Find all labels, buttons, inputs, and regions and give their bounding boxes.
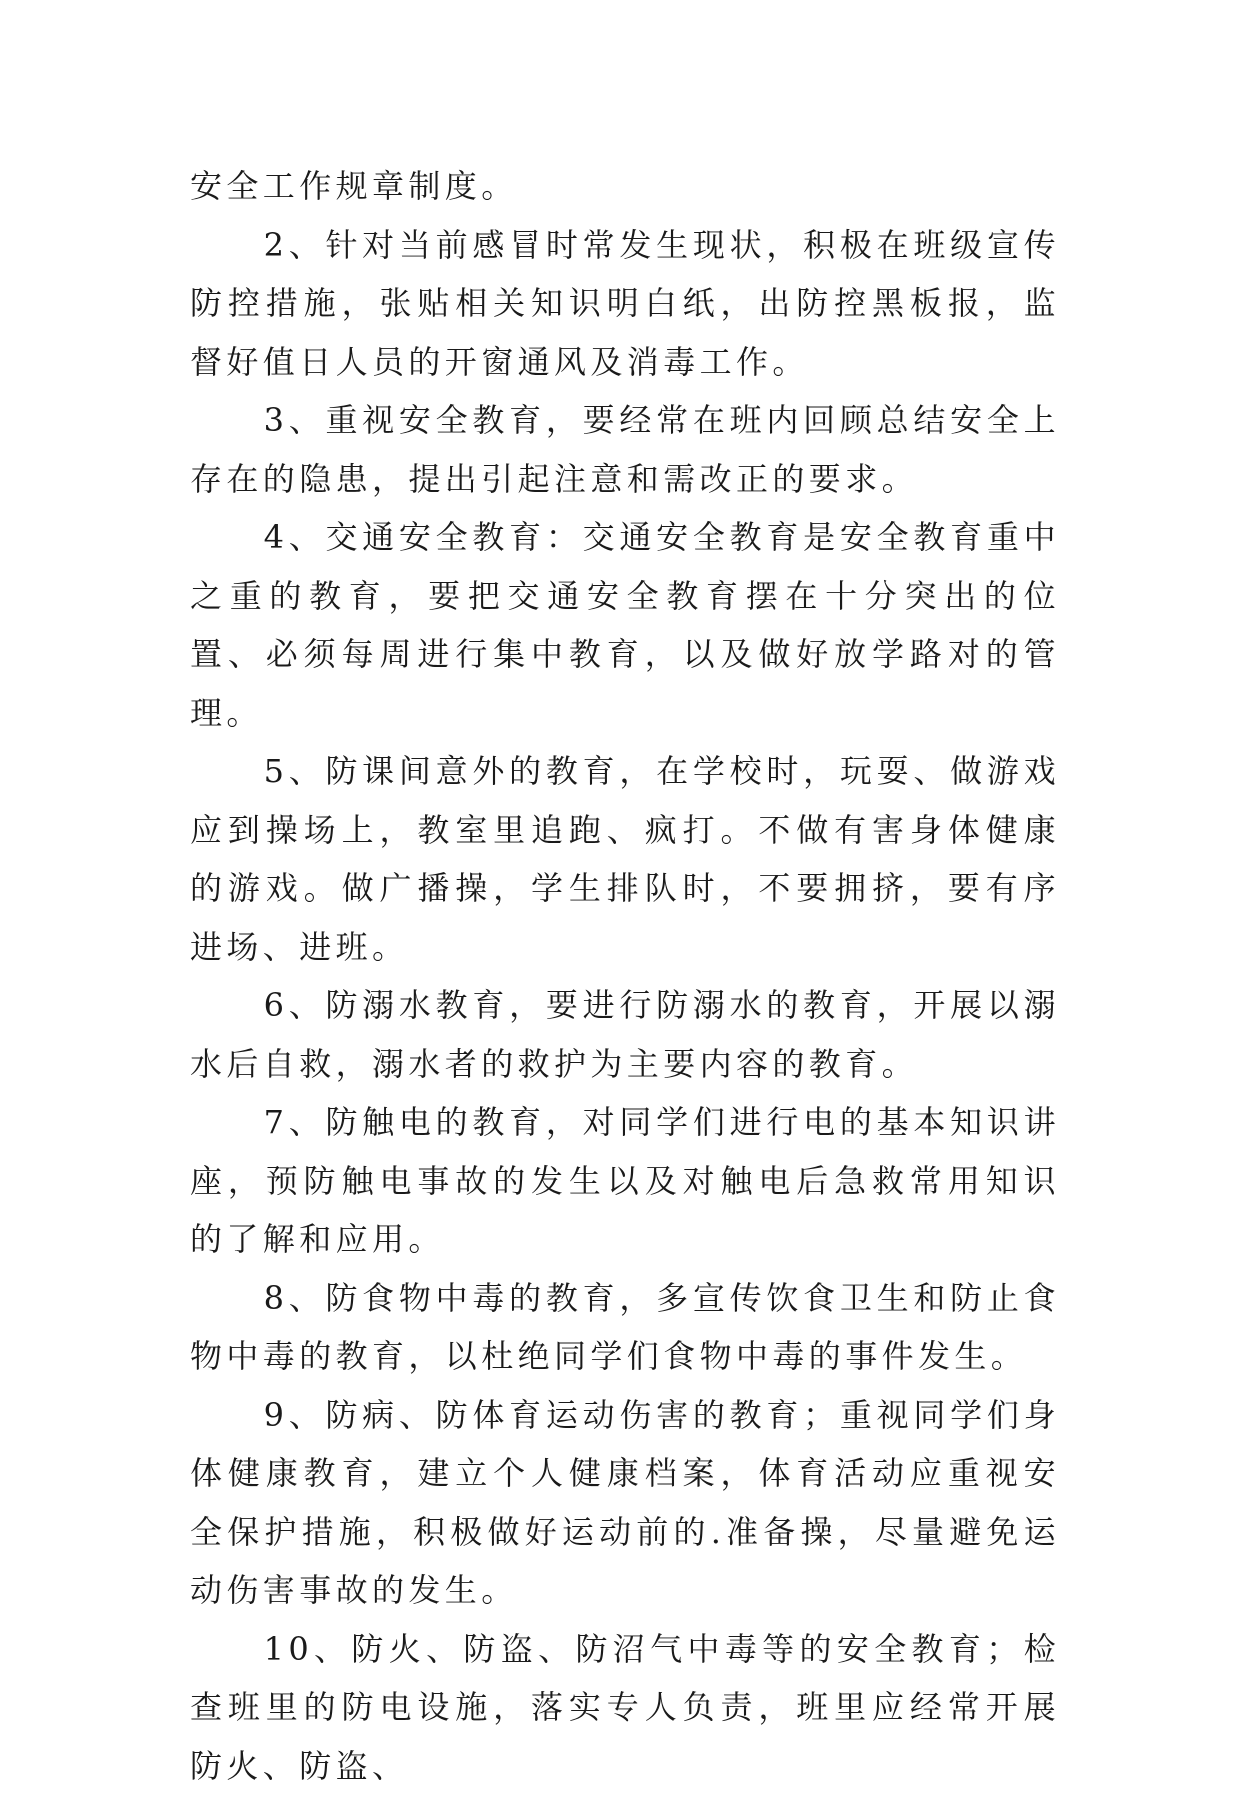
paragraph-item-8: 8、防食物中毒的教育，多宣传饮食卫生和防止食物中毒的教育，以杜绝同学们食物中毒的事件发生。 <box>190 1269 1060 1386</box>
paragraph-item-4: 4、交通安全教育：交通安全教育是安全教育重中之重的教育，要把交通安全教育摆在十分突出的位置、必须每周进行集中教育，以及做好放学路对的管理。 <box>190 508 1060 742</box>
paragraph-item-6: 6、防溺水教育，要进行防溺水的教育，开展以溺水后自救，溺水者的救护为主要内容的教育。 <box>190 976 1060 1093</box>
paragraph-item-7: 7、防触电的教育，对同学们进行电的基本知识讲座，预防触电事故的发生以及对触电后急救常用知识的了解和应用。 <box>190 1093 1060 1269</box>
paragraph-item-2: 2、针对当前感冒时常发生现状，积极在班级宣传防控措施，张贴相关知识明白纸，出防控黑板报，监督好值日人员的开窗通风及消毒工作。 <box>190 216 1060 392</box>
paragraph-item-10: 10、防火、防盗、防沼气中毒等的安全教育；检查班里的防电设施，落实专人负责，班里应经常开展防火、防盗、 <box>190 1620 1060 1795</box>
paragraph-item-5: 5、防课间意外的教育，在学校时，玩耍、做游戏应到操场上，教室里追跑、疯打。不做有害身体健康的游戏。做广播操，学生排队时，不要拥挤，要有序进场、进班。 <box>190 742 1060 976</box>
paragraph-continuation: 安全工作规章制度。 <box>190 157 1060 216</box>
document-body <box>190 157 1060 1795</box>
paragraph-item-3: 3、重视安全教育，要经常在班内回顾总结安全上存在的隐患，提出引起注意和需改正的要求。 <box>190 391 1060 508</box>
paragraph-item-9: 9、防病、防体育运动伤害的教育；重视同学们身体健康教育，建立个人健康档案，体育活动应重视安全保护措施，积极做好运动前的.准备操，尽量避免运动伤害事故的发生。 <box>190 1386 1060 1620</box>
